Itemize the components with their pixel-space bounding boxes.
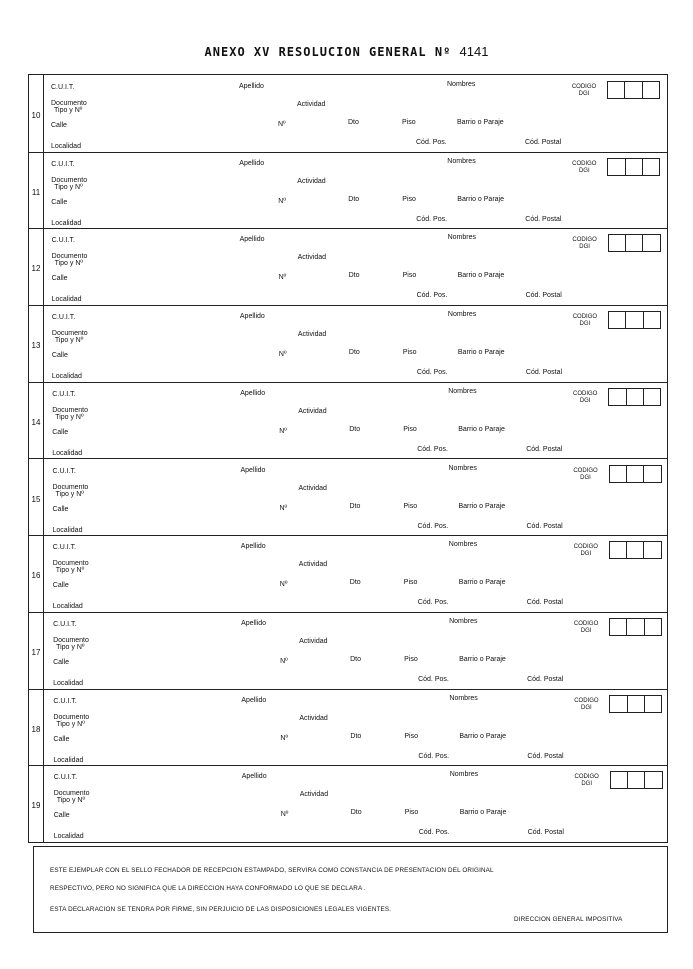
codigo-digit-box[interactable] <box>609 312 626 328</box>
codigo-dgi-label <box>572 544 600 558</box>
cod-postal-label: Cód. Postal <box>527 829 564 837</box>
codigo-dgi-label <box>572 698 600 712</box>
cuit-label: C.U.I.T. <box>52 390 76 398</box>
apellido-label: Apellido <box>240 466 266 474</box>
row-number-cell <box>29 152 44 229</box>
codigo-digit-box[interactable] <box>608 82 625 98</box>
calle-label: Calle <box>51 198 68 206</box>
localidad-label: Localidad <box>53 833 84 841</box>
apellido-label: Apellido <box>241 773 267 781</box>
piso-label: Piso <box>402 195 416 203</box>
codigo-digit-box[interactable] <box>628 772 645 788</box>
nombres-label: Nombres <box>447 157 476 165</box>
row-number: 18 <box>31 724 41 734</box>
codigo-digit-box[interactable] <box>627 389 644 405</box>
documento-label: Documento <box>53 713 90 721</box>
row-number-cell <box>29 535 44 612</box>
row-number-cell <box>29 612 44 689</box>
codigo-digit-box[interactable] <box>645 772 661 788</box>
documento-label: Documento <box>51 176 88 184</box>
nro-label: Nº <box>279 427 287 435</box>
barrio-label: Barrio o Paraje <box>459 655 506 663</box>
form-row <box>29 382 667 460</box>
codigo-digit-box[interactable] <box>628 696 645 712</box>
localidad-label: Localidad <box>51 296 82 304</box>
nro-label: Nº <box>279 504 288 512</box>
cuit-label: C.U.I.T. <box>52 467 76 475</box>
codigo-digit-box[interactable] <box>643 82 659 98</box>
calle-label: Calle <box>52 505 69 513</box>
codigo-digit-box[interactable] <box>608 159 625 175</box>
cod-pos-label: Cód. Pos. <box>416 215 448 223</box>
codigo-digit-box[interactable] <box>644 542 660 558</box>
title-main: ANEXO XV RESOLUCION GENERAL Nº <box>204 45 452 59</box>
codigo-digit-box[interactable] <box>609 389 626 405</box>
piso-label: Piso <box>404 809 419 817</box>
barrio-label: Barrio o Paraje <box>458 579 506 587</box>
actividad-label: Actividad <box>297 177 326 185</box>
apellido-label: Apellido <box>239 313 265 321</box>
cuit-label: C.U.I.T. <box>53 697 77 705</box>
form-row <box>29 689 667 767</box>
footer-line-3: ESTA DECLARACION SE TENDRA POR FIRME, SIN PERJUICIO DE LAS DISPOSICIONES LEGALES VIGENTES. <box>50 906 392 913</box>
codigo-digit-box[interactable] <box>610 542 627 558</box>
nro-label: Nº <box>278 274 287 282</box>
page-title <box>0 44 693 59</box>
row-number-cell <box>29 75 44 152</box>
dgi-label: DGI <box>578 91 590 97</box>
codigo-digit-box[interactable] <box>626 312 643 328</box>
dgi-label: DGI <box>579 244 590 251</box>
cod-postal-label: Cód. Postal <box>527 752 564 760</box>
form-row <box>29 459 667 537</box>
dto-label: Dto <box>349 502 361 510</box>
dto-label: Dto <box>348 272 360 280</box>
tipo-label: Tipo y Nº <box>56 643 85 651</box>
row-number-cell <box>29 382 44 459</box>
dgi-label: DGI <box>581 781 593 788</box>
codigo-digit-box[interactable] <box>610 696 627 712</box>
codigo-digit-box[interactable] <box>626 235 643 251</box>
calle-label: Calle <box>51 352 68 360</box>
cod-pos-label: Cód. Pos. <box>418 829 450 837</box>
actividad-label: Actividad <box>298 407 327 415</box>
row-number: 12 <box>31 264 41 274</box>
piso-label: Piso <box>402 119 416 126</box>
taxpayer-form <box>28 74 668 843</box>
row-number-cell <box>29 689 44 766</box>
tipo-label: Tipo y Nº <box>54 107 83 114</box>
apellido-label: Apellido <box>240 543 266 551</box>
documento-label: Documento <box>52 560 89 568</box>
documento-label: Documento <box>51 330 88 338</box>
codigo-dgi-boxes[interactable] <box>610 771 663 789</box>
dgi-label: DGI <box>580 627 592 634</box>
dgi-label: DGI <box>579 397 591 404</box>
codigo-label: CODIGO <box>574 774 599 781</box>
piso-label: Piso <box>403 579 418 587</box>
dgi-label: DGI <box>580 474 591 481</box>
nombres-label: Nombres <box>448 464 477 472</box>
documento-label: Documento <box>53 636 89 644</box>
footer-notice <box>33 846 668 933</box>
tipo-label: Tipo y Nº <box>54 260 83 268</box>
codigo-label: CODIGO <box>572 237 597 244</box>
codigo-digit-box[interactable] <box>609 235 626 251</box>
codigo-dgi-label <box>573 774 601 788</box>
codigo-label: CODIGO <box>573 620 599 627</box>
nombres-label: Nombres <box>449 694 478 702</box>
localidad-label: Localidad <box>51 143 81 150</box>
form-row <box>29 765 667 842</box>
actividad-label: Actividad <box>299 791 329 799</box>
nombres-label: Nombres <box>449 771 479 779</box>
barrio-label: Barrio o Paraje <box>457 349 505 357</box>
nombres-label: Nombres <box>448 541 478 549</box>
actividad-label: Actividad <box>297 331 327 339</box>
apellido-label: Apellido <box>241 696 267 704</box>
nro-label: Nº <box>280 657 288 665</box>
documento-label: Documento <box>51 100 87 107</box>
cod-pos-label: Cód. Pos. <box>418 675 449 683</box>
calle-label: Calle <box>51 275 68 283</box>
title-number: 4141 <box>459 44 489 59</box>
codigo-digit-box[interactable] <box>643 235 659 251</box>
calle-label: Calle <box>53 735 70 743</box>
codigo-digit-box[interactable] <box>644 312 660 328</box>
form-row <box>29 228 667 306</box>
nro-label: Nº <box>278 197 286 205</box>
cuit-label: C.U.I.T. <box>51 237 75 245</box>
nombres-label: Nombres <box>447 81 476 88</box>
codigo-dgi-label <box>570 161 598 175</box>
row-number: 15 <box>31 494 41 504</box>
tipo-label: Tipo y Nº <box>56 797 86 805</box>
cuit-label: C.U.I.T. <box>51 160 75 168</box>
barrio-label: Barrio o Paraje <box>457 272 505 280</box>
dto-label: Dto <box>350 809 362 817</box>
cod-pos-label: Cód. Pos. <box>416 369 448 377</box>
nro-label: Nº <box>279 581 288 589</box>
nro-label: Nº <box>280 811 289 819</box>
cod-pos-label: Cód. Pos. <box>416 139 447 146</box>
barrio-label: Barrio o Paraje <box>459 732 507 740</box>
cod-postal-label: Cód. Postal <box>526 599 563 607</box>
cod-postal-label: Cód. Postal <box>527 675 564 683</box>
tipo-label: Tipo y Nº <box>55 413 84 421</box>
row-number-cell <box>29 459 44 536</box>
dto-label: Dto <box>350 732 362 740</box>
row-number: 16 <box>31 571 41 581</box>
codigo-label: CODIGO <box>573 467 598 474</box>
codigo-dgi-boxes[interactable] <box>608 234 661 252</box>
row-number: 11 <box>31 187 41 197</box>
documento-label: Documento <box>53 790 90 798</box>
row-number: 17 <box>31 647 41 657</box>
nombres-label: Nombres <box>449 617 478 625</box>
barrio-label: Barrio o Paraje <box>458 502 506 510</box>
codigo-dgi-boxes[interactable] <box>608 311 661 329</box>
row-number: 10 <box>31 111 41 120</box>
cuit-label: C.U.I.T. <box>51 314 76 322</box>
dto-label: Dto <box>348 349 360 357</box>
localidad-label: Localidad <box>53 679 84 687</box>
barrio-label: Barrio o Paraje <box>457 119 504 126</box>
barrio-label: Barrio o Paraje <box>457 195 504 203</box>
tipo-label: Tipo y Nº <box>55 490 84 498</box>
form-row <box>29 305 667 383</box>
codigo-label: CODIGO <box>572 160 597 167</box>
codigo-digit-box[interactable] <box>610 619 627 635</box>
codigo-label: CODIGO <box>573 544 598 551</box>
codigo-digit-box[interactable] <box>610 466 627 482</box>
dto-label: Dto <box>350 655 361 663</box>
documento-label: Documento <box>51 253 88 261</box>
cod-pos-label: Cód. Pos. <box>417 522 449 530</box>
apellido-label: Apellido <box>241 619 267 627</box>
cuit-label: C.U.I.T. <box>52 544 77 552</box>
codigo-digit-box[interactable] <box>644 466 660 482</box>
codigo-dgi-boxes[interactable] <box>607 158 660 176</box>
codigo-dgi-boxes[interactable] <box>607 81 660 99</box>
dto-label: Dto <box>349 425 361 433</box>
row-number: 14 <box>31 417 41 427</box>
cod-pos-label: Cód. Pos. <box>416 292 448 300</box>
cod-postal-label: Cód. Postal <box>525 292 562 300</box>
codigo-digit-box[interactable] <box>626 159 643 175</box>
apellido-label: Apellido <box>239 236 265 244</box>
piso-label: Piso <box>402 272 417 280</box>
nombres-label: Nombres <box>448 387 477 395</box>
form-row <box>29 612 667 690</box>
piso-label: Piso <box>402 349 417 357</box>
piso-label: Piso <box>403 502 418 510</box>
codigo-dgi-boxes[interactable] <box>609 465 662 483</box>
row-number-cell <box>29 765 44 842</box>
form-row <box>29 535 667 613</box>
documento-label: Documento <box>52 406 88 414</box>
cod-postal-label: Cód. Postal <box>526 445 563 453</box>
footer-line-2: RESPECTIVO, PERO NO SIGNIFICA QUE LA DIRECCION HAYA CONFORMADO LO QUE SE DECLARA . <box>50 885 366 892</box>
codigo-digit-box[interactable] <box>644 389 660 405</box>
calle-label: Calle <box>53 658 70 666</box>
piso-label: Piso <box>403 425 417 433</box>
row-number: 13 <box>31 341 41 351</box>
localidad-label: Localidad <box>52 526 83 534</box>
codigo-dgi-label <box>571 391 599 405</box>
cod-pos-label: Cód. Pos. <box>417 445 448 453</box>
localidad-label: Localidad <box>51 373 82 381</box>
localidad-label: Localidad <box>51 219 82 227</box>
barrio-label: Barrio o Paraje <box>459 809 507 817</box>
cod-postal-label: Cód. Postal <box>525 369 563 377</box>
actividad-label: Actividad <box>299 637 328 645</box>
codigo-digit-box[interactable] <box>643 159 659 175</box>
footer-line-1: ESTE EJEMPLAR CON EL SELLO FECHADOR DE RECEPCION ESTAMPADO, SERVIRA COMO CONSTANCIA DE PRESENTACION DEL ORIGINAL <box>50 867 494 874</box>
tipo-label: Tipo y Nº <box>56 720 85 728</box>
localidad-label: Localidad <box>52 449 83 457</box>
nombres-label: Nombres <box>447 311 477 319</box>
codigo-digit-box[interactable] <box>645 619 661 635</box>
codigo-dgi-boxes[interactable] <box>609 541 662 559</box>
cod-pos-label: Cód. Pos. <box>417 599 449 607</box>
actividad-label: Actividad <box>298 561 328 569</box>
cod-postal-label: Cód. Postal <box>526 522 563 530</box>
codigo-label: CODIGO <box>574 697 599 704</box>
dgi-label: DGI <box>581 704 592 711</box>
codigo-dgi-boxes[interactable] <box>608 388 661 406</box>
piso-label: Piso <box>404 732 419 740</box>
footer-signature: DIRECCION GENERAL IMPOSITIVA <box>514 916 623 923</box>
cod-postal-label: Cód. Postal <box>525 215 562 223</box>
cuit-label: C.U.I.T. <box>53 620 77 628</box>
codigo-digit-box[interactable] <box>625 82 642 98</box>
dto-label: Dto <box>349 579 361 587</box>
actividad-label: Actividad <box>297 101 326 108</box>
actividad-label: Actividad <box>298 484 327 492</box>
documento-label: Documento <box>52 483 89 491</box>
codigo-dgi-boxes[interactable] <box>609 618 662 636</box>
tipo-label: Tipo y Nº <box>54 337 84 345</box>
calle-label: Calle <box>52 582 69 590</box>
form-row <box>29 152 667 230</box>
codigo-label: CODIGO <box>571 84 597 90</box>
apellido-label: Apellido <box>239 159 265 167</box>
nombres-label: Nombres <box>447 234 476 242</box>
cod-pos-label: Cód. Pos. <box>418 752 450 760</box>
dgi-label: DGI <box>580 551 592 558</box>
cod-postal-label: Cód. Postal <box>525 139 562 146</box>
codigo-label: CODIGO <box>573 390 598 397</box>
dgi-label: DGI <box>579 321 591 328</box>
codigo-dgi-boxes[interactable] <box>609 695 662 713</box>
row-number: 19 <box>31 801 41 811</box>
codigo-digit-box[interactable] <box>611 772 628 788</box>
tipo-label: Tipo y Nº <box>54 183 83 191</box>
localidad-label: Localidad <box>53 756 84 764</box>
tipo-label: Tipo y Nº <box>55 567 85 575</box>
calle-label: Calle <box>52 428 69 436</box>
nro-label: Nº <box>280 734 289 742</box>
apellido-label: Apellido <box>240 389 266 397</box>
codigo-dgi-label <box>571 314 599 328</box>
localidad-label: Localidad <box>52 603 83 611</box>
cuit-label: C.U.I.T. <box>53 774 78 782</box>
actividad-label: Actividad <box>299 714 328 722</box>
barrio-label: Barrio o Paraje <box>458 425 505 433</box>
codigo-digit-box[interactable] <box>645 696 661 712</box>
codigo-dgi-label <box>572 468 600 482</box>
apellido-label: Apellido <box>239 83 264 90</box>
codigo-dgi-label <box>571 237 599 251</box>
calle-label: Calle <box>53 812 70 820</box>
form-row <box>29 75 667 153</box>
calle-label: Calle <box>51 122 67 129</box>
codigo-digit-box[interactable] <box>627 466 644 482</box>
codigo-dgi-label <box>570 84 598 98</box>
codigo-digit-box[interactable] <box>627 542 644 558</box>
row-number-cell <box>29 228 44 305</box>
dto-label: Dto <box>348 195 360 203</box>
nro-label: Nº <box>278 351 287 359</box>
dto-label: Dto <box>348 119 359 126</box>
cuit-label: C.U.I.T. <box>51 84 75 91</box>
dgi-label: DGI <box>578 167 590 174</box>
codigo-digit-box[interactable] <box>627 619 644 635</box>
codigo-dgi-label <box>572 621 600 635</box>
piso-label: Piso <box>404 655 418 663</box>
codigo-label: CODIGO <box>572 314 598 321</box>
nro-label: Nº <box>278 121 286 128</box>
actividad-label: Actividad <box>297 254 326 262</box>
row-number-cell <box>29 305 44 382</box>
